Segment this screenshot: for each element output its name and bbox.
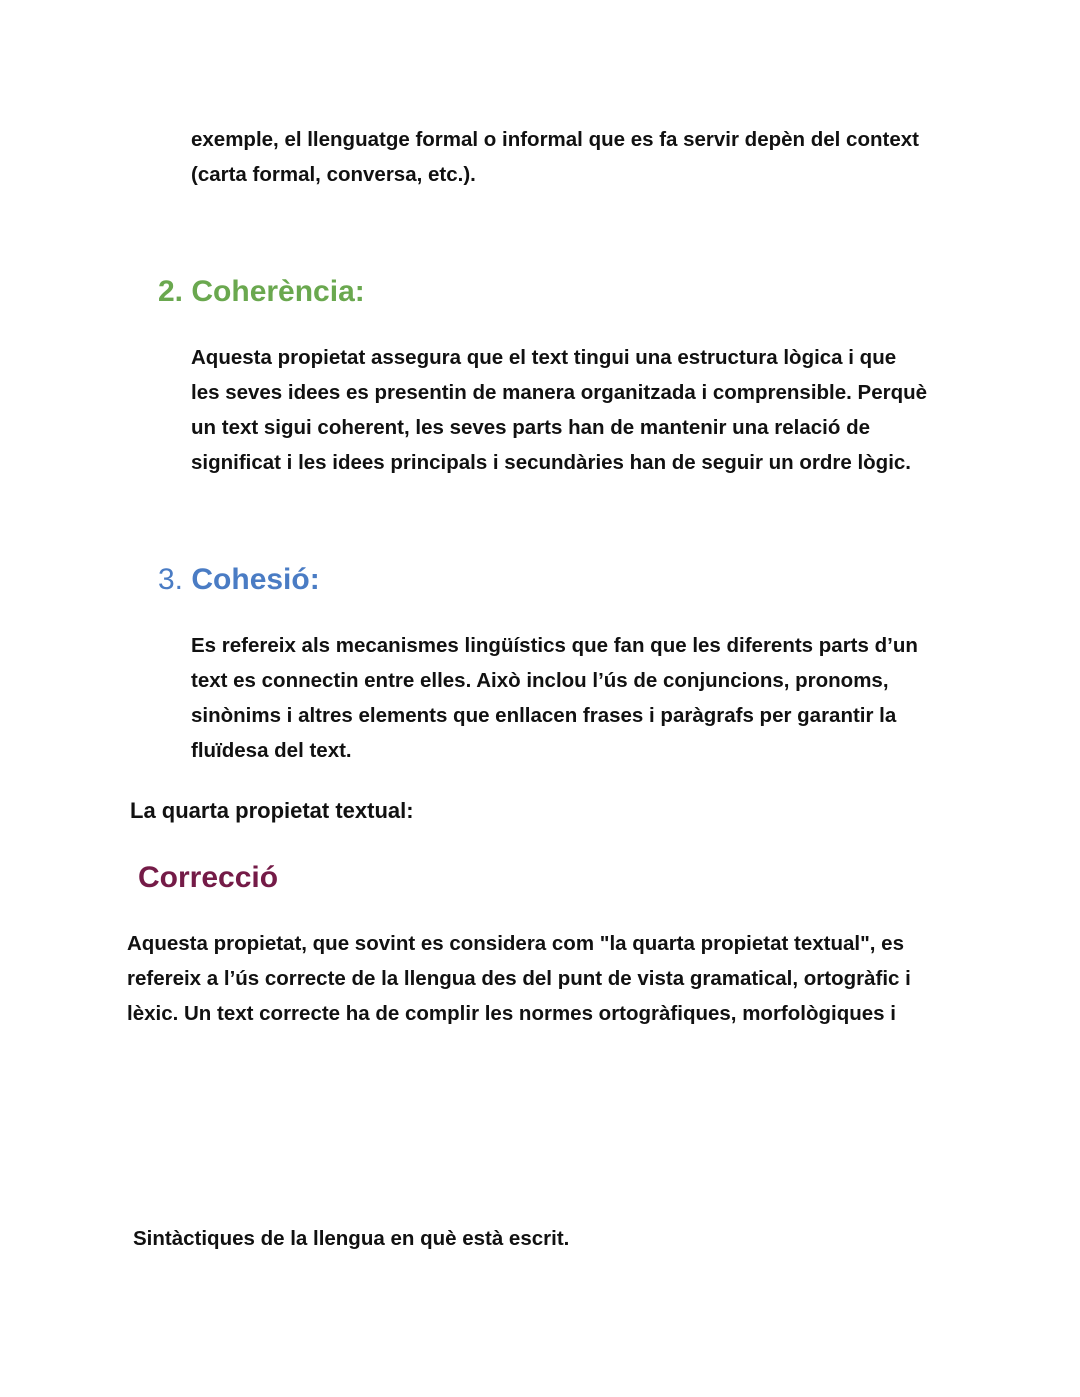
- paragraph-line: Aquesta propietat, que sovint es considera com "la quarta propietat textual", es: [127, 932, 904, 955]
- paragraph-line: les seves idees es presentin de manera organitzada i comprensible. Perquè: [191, 381, 928, 404]
- section-heading-cohesio: [158, 562, 320, 598]
- paragraph-line: text es connectin entre elles. Això inclou l’ús de conjuncions, pronoms,: [191, 669, 889, 692]
- paragraph-line: exemple, el llenguatge formal o informal que es fa servir depèn del context: [191, 128, 919, 151]
- correccio-heading: Correcció: [138, 861, 279, 894]
- section-number: 2.: [158, 275, 184, 308]
- section-heading-coherencia: [158, 274, 365, 310]
- section-title: Coherència:: [191, 275, 365, 308]
- correccio-continuation: Sintàctiques de la llengua en què està escrit.: [133, 1227, 570, 1250]
- coherencia-paragraph: [191, 340, 927, 480]
- paragraph-line: refereix a l’ús correcte de la llengua des del punt de vista gramatical, ortogràfic i: [127, 967, 911, 990]
- section-number: 3.: [158, 563, 184, 596]
- cohesio-paragraph: [191, 628, 918, 768]
- fourth-property-label: La quarta propietat textual:: [130, 798, 414, 823]
- paragraph-line: significat i les idees principals i secundàries han de seguir un ordre lògic.: [191, 451, 911, 474]
- paragraph-line: un text sigui coherent, les seves parts han de mantenir una relació de: [191, 416, 870, 439]
- paragraph-line: sinònims i altres elements que enllacen frases i paràgrafs per garantir la: [191, 704, 897, 727]
- paragraph-line: lèxic. Un text correcte ha de complir les normes ortogràfiques, morfològiques i: [127, 1002, 896, 1025]
- paragraph-line: fluïdesa del text.: [191, 739, 352, 762]
- intro-paragraph: [191, 122, 919, 192]
- paragraph-line: Aquesta propietat assegura que el text tingui una estructura lògica i que: [191, 346, 897, 369]
- paragraph-line: (carta formal, conversa, etc.).: [191, 163, 476, 186]
- paragraph-line: Es refereix als mecanismes lingüístics que fan que les diferents parts d’un: [191, 634, 918, 657]
- correccio-paragraph: [127, 926, 911, 1031]
- section-title: Cohesió:: [191, 563, 320, 596]
